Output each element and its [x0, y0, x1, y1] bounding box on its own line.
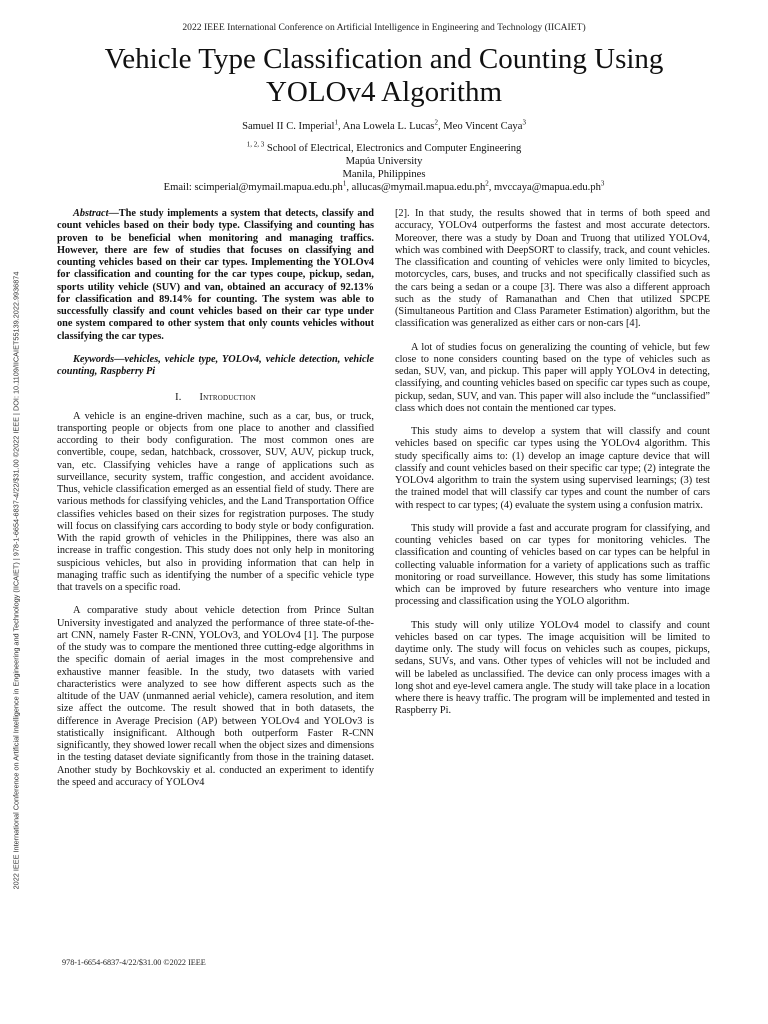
abstract-label: Abstract [73, 208, 109, 219]
body-paragraph: This study aims to develop a system that will classify and count vehicles based on specific car types using the YOLOv4 algorithm. This study specifically aims to: (1) develop an image capture device that will classify and count vehicles based on their specific car type; (2) integrate the YOLOv4 algorithm to train the system using supervised learnings; (3) test the trained model that will classify car types and count the number of cars with respect to car types; (4) evaluate the system using a confusion matrix. [395, 426, 710, 511]
body-paragraph: A comparative study about vehicle detection from Prince Sultan University investigated and analyzed the performance of three state-of-the-art CNN, namely Faster R-CNN, YOLOv3, and YOLOv4 [1]. The purpose of the study was to compare the mentioned three cutting-edge algorithms in the specific domain of aerial images in the most comprehensive and exhaustive manner feasible. In the study, two datasets with varied characteristics were analyzed to see how different aspects such as the altitude of the UAV (unmanned aerial vehicle), camera resolution, and item size affect the outcome. The result showed that in both datasets, the difference in Average Precision (AP) between YOLOv4 and YOLOv3 is statistically insignificant. Although both outperform Faster R-CNN significantly, they showed lower recall when the object sizes and dimensions in the testing dataset deviate significantly from those in the training dataset. Another study by Bochkovskiy et al. conducted an experiment to identify the speed and accuracy of YOLOv4 [57, 605, 374, 788]
left-column [57, 208, 374, 789]
body-paragraph: A vehicle is an engine-driven machine, such as a car, bus, or truck, transporting people or objects from one place to another and classified according to their body configuration. The most common ones are convertible, coupe, sedan, hatchback, crossover, SUV, AUV, pickup truck, van, etc. Classifying vehicles have a range of applications such as surveillance, security system, traffic congestion, and accident avoidance. Thus, vehicle classification emerged as an essential field of study. There are various methods for classifying vehicles, and the Land Transportation Office classifies vehicles based on their sizes for registration purposes. The study will focus on classifying cars according to body style or body configuration. With the rapid growth of vehicles in the Philippines, there was also an increase in traffic congestion. This study does not only help in monitoring suspicious vehicles, but also in providing information that can help in managing traffic such as identifying the number of a specific vehicle type that travels on a specific road. [57, 410, 374, 593]
right-column [395, 208, 710, 718]
keywords-label: Keywords— [73, 353, 125, 365]
keywords-body: vehicles, vehicle type, YOLOv4, vehicle detection, vehicle counting, Raspberry Pi [57, 353, 374, 377]
email-address[interactable]: allucas@mymail.mapua.edu.ph [351, 182, 486, 193]
author-list: Samuel II C. Imperial$^1$, Ana Lowela L. Lucas$^2$, Meo Vincent Caya$^3$ [242, 118, 526, 132]
affiliation-city: Manila, Philippines [342, 169, 426, 180]
email-address[interactable]: mvccaya@mapua.edu.ph [494, 182, 601, 193]
section-heading-introduction [57, 392, 374, 404]
email-address[interactable]: scimperial@mymail.mapua.edu.ph [194, 182, 343, 193]
affiliation-block [0, 142, 768, 194]
author-name: Ana Lowela L. Lucas [342, 121, 435, 132]
doi-sidebar-text: 2022 IEEE International Conference on Artificial Intelligence in Engineering and Technology (IICAIET) | 978-1-6654-6837-4/22/$31.00 ©2022 IEEE | DOI: 10.1109/IICAIET55139.2022.9936874 [11, 271, 21, 889]
keywords [57, 354, 374, 379]
email-sup: 2 [485, 179, 489, 188]
email-line: Email: $scimperial@mymail.mapua.edu.ph^1$, $allucas@mymail.mapua.edu.ph^2$, $mvccaya@mapua.edu.ph^3$ [163, 179, 605, 193]
body-paragraph: A lot of studies focus on generalizing the counting of vehicle, but few close to none considers counting based on the type of vehicles such as sedan, SUV, van, and pickup. This paper will apply YOLOv4 in detecting, classifying, and counting vehicles based on specific car types such as coupe, pickup, sedan, SUV, and van. This paper will also include the “unclassified” class which does not contain the mentioned car types. [395, 341, 710, 414]
footer-copyright: 978-1-6654-6837-4/22/$31.00 ©2022 IEEE [62, 958, 206, 967]
abstract-body: The study implements a system that detects, classify and count vehicles based on their body type. Classifying and counting has proven to be beneficial when monitoring and managing traffics. However, there are few of studies that focuses on classifying and counting vehicles based on their car types. Implementing the YOLOv4 for classification and counting for the car types coupe, pickup, sedan, sports utility vehicle (SUV) and van, obtained an accuracy of 92.13% for classification and 89.14% for counting. The system was able to successfully classify and count vehicles based on their car type under one system compared to other system that only counts vehicles without classifying the car types. [57, 208, 374, 342]
email-sup: 3 [600, 179, 605, 188]
author-sup: 3 [522, 118, 526, 127]
affiliation-sup: 1, 2, 3 [246, 140, 265, 149]
doi-sidebar [8, 205, 24, 955]
body-paragraph: This study will provide a fast and accurate program for classifying, and counting vehicles based on car types for monitoring vehicles. The classification and counting of vehicles based on car types can be helpful in collecting valuable information for a variety of applications such as traffic monitoring or road surveillance. However, this study has some limitations which can be improved by future researchers who venture into image processing and classification using the YOLO algorithm. [395, 522, 710, 608]
affiliation-school: School of Electrical, Electronics and Computer Engineering [266, 143, 522, 154]
author-name: Meo Vincent Caya [443, 121, 523, 132]
abstract-dash: — [108, 208, 119, 219]
affiliation-university: Mapúa University [345, 156, 423, 167]
email-sup: 1 [342, 179, 347, 188]
author-sup: 1 [334, 118, 338, 127]
email-label: Email: [163, 182, 192, 193]
conference-header: 2022 IEEE International Conference on Artificial Intelligence in Engineering and Technology (IICAIET) [182, 22, 586, 33]
body-paragraph: [2]. In that study, the results showed that in terms of both speed and accuracy, YOLOv4 outperforms the fastest and most accurate detectors. Moreover, there was a study by Doan and Truong that utilized YOLOv4, which was combined with DeepSORT to classify, track, and count vehicles. The classification and counting of vehicles were only limited to bicycles, motorcycles, cars, buses, and trucks and not specifically classified such as the cars being a sedan or a coupe [3]. There was also a different approach such as the study of Ramanathan and Chen that utilized SPCPE (Simultaneous Partition and Class Parameter Estimation) algorithm, but the classification was generalized as either cars or non-cars [4]. [395, 208, 710, 330]
paper-title: Vehicle Type Classification and Counting Using YOLOv4 Algorithm [104, 43, 664, 108]
body-paragraph: This study will only utilize YOLOv4 model to classify and count vehicles based on car types. The image acquisition will be limited to daytime only. The study will focus on vehicles such as coupes, pickups, sedans, SUVs, and vans. Other types of vehicles will not be included and will be labeled as unclassified. The device can only process images with a long shot and eye-level camera angle. The study will take place in a location where there is heavy traffic. The program will be implemented and tested in Raspberry Pi. [395, 619, 710, 717]
section-title: Introduction [199, 392, 256, 404]
abstract [57, 208, 374, 343]
section-number: I. [175, 392, 182, 404]
author-name: Samuel II C. Imperial [242, 121, 335, 132]
author-sup: 2 [434, 118, 438, 127]
